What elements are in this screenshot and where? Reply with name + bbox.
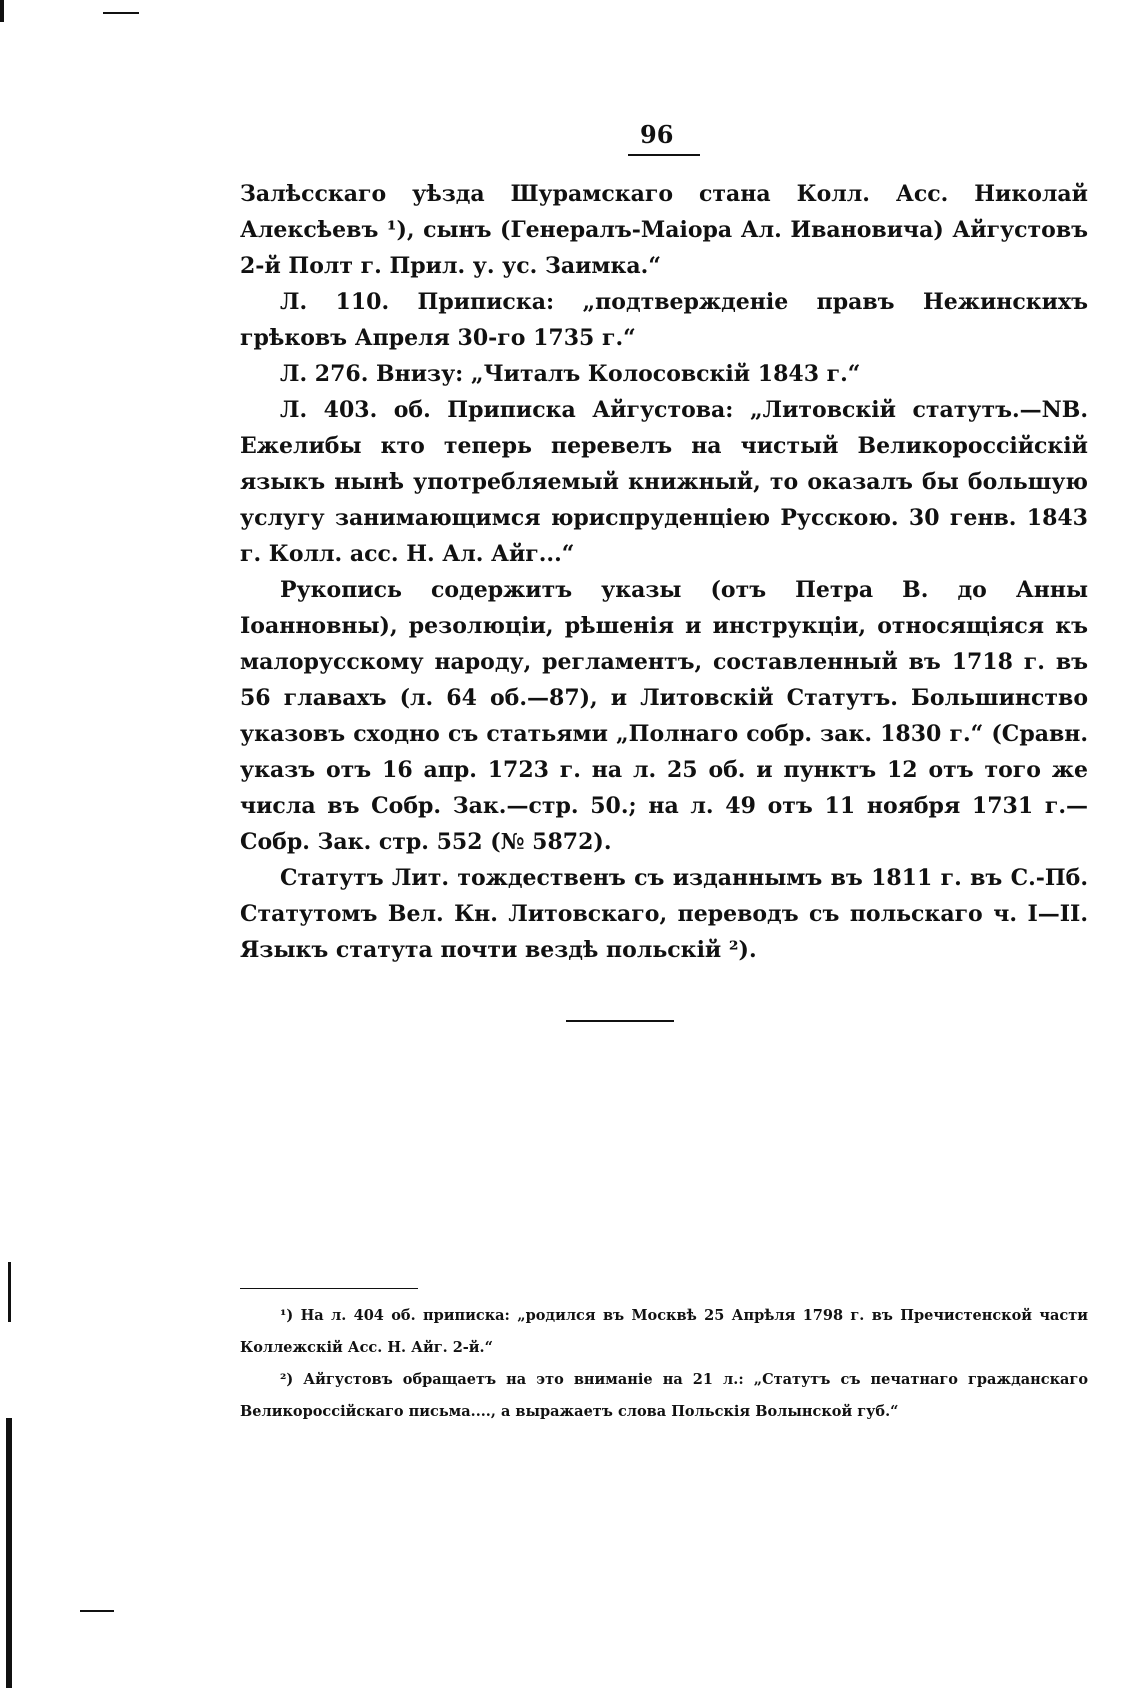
main-text [240,176,1088,968]
scan-edge-mark [80,1610,114,1612]
paragraph: Залѣсскаго уѣзда Шурамскаго стана Колл. Асс. Николай Алексѣевъ ¹), сынъ (Генералъ-Маіора Ал. Ивановича) Айгустовъ 2-й Полт г. Прил. у. ус. Заимка.“ [240,181,1088,279]
paragraph: Л. 403. об. Приписка Айгустова: „Литовскій статутъ.—NB. Ежелибы кто теперь перевелъ на чистый Великороссійскій языкъ нынѣ употребляемый книжный, то оказалъ бы большую услугу занимающимся юриспруденціею Русскою. 30 генв. 1843 г. Колл. асс. Н. Ал. Айг...“ [240,397,1088,567]
page-number-underline [628,154,700,156]
paragraph: Л. 110. Приписка: „подтвержденіе правъ Нежинскихъ грѣковъ Апреля 30-го 1735 г.“ [240,289,1088,351]
footnote-separator [240,1288,418,1289]
section-end-rule [566,1020,674,1022]
scan-edge-mark [0,0,4,22]
paragraph: Л. 276. Внизу: „Читалъ Колосовскій 1843 г.“ [280,361,861,387]
page-number: 96 [640,120,674,149]
footnotes [240,1300,1088,1428]
scan-edge-mark [6,1418,12,1688]
scan-edge-mark [103,12,139,14]
scan-edge-mark [8,1262,11,1322]
footnote: ¹) На л. 404 об. приписка: „родился въ Москвѣ 25 Апрѣля 1798 г. въ Пречистенской части Коллежскій Асс. Н. Айг. 2-й.“ [240,1307,1088,1356]
footnote: ²) Айгустовъ обращаетъ на это вниманіе на 21 л.: „Статутъ съ печатнаго гражданскаго Великороссійскаго письма...., а выражаетъ слова Польскія Волынской губ.“ [240,1371,1088,1420]
paragraph: Рукопись содержитъ указы (отъ Петра В. до Анны Іоанновны), резолюціи, рѣшенія и инструкціи, относящіяся къ малорусскому народу, регламентъ, составленный въ 1718 г. въ 56 главахъ (л. 64 об.—87), и Литовскій Статутъ. Большинство указовъ сходно съ статьями „Полнаго собр. зак. 1830 г.“ (Сравн. указъ отъ 16 апр. 1723 г. на л. 25 об. и пунктъ 12 отъ того же числа въ Собр. Зак.—стр. 50.; на л. 49 отъ 11 ноября 1731 г.—Собр. Зак. стр. 552 (№ 5872). [240,577,1088,855]
paragraph: Статутъ Лит. тождественъ съ изданнымъ въ 1811 г. въ С.-Пб. Статутомъ Вел. Кн. Литовскаго, переводъ съ польскаго ч. I—II. Языкъ статута почти вездѣ польскій ²). [240,865,1088,963]
